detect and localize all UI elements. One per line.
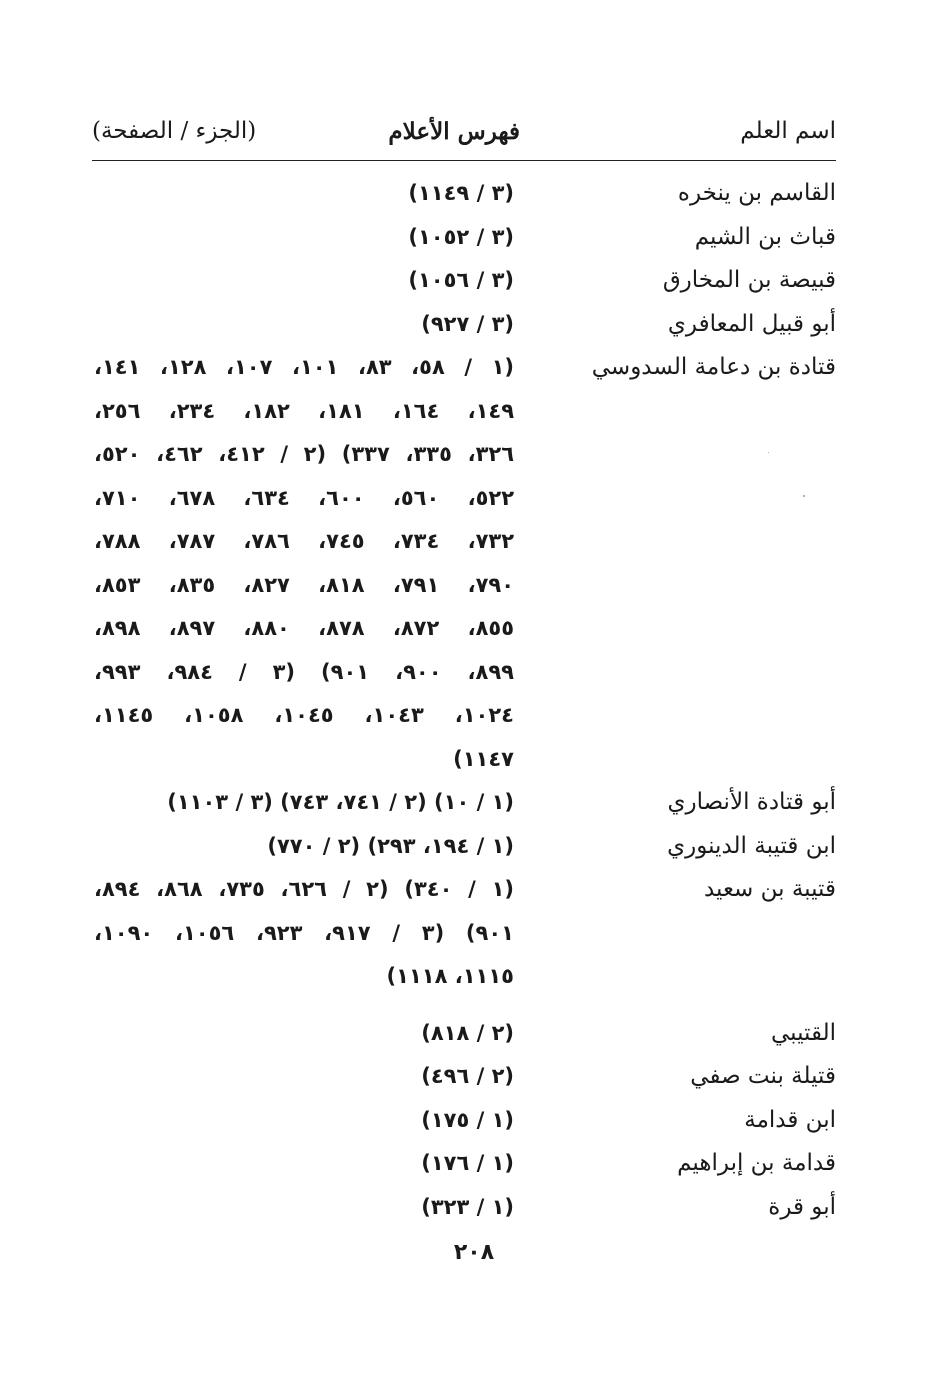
index-entry	[92, 781, 836, 825]
index-entry	[92, 1012, 836, 1056]
entry-name: قباث بن الشيم	[694, 223, 836, 250]
index-entry	[92, 1055, 836, 1099]
reference-line: (١ / ١٧٥)	[421, 1107, 514, 1132]
reference-line: (١ / ٥٨، ٨٣، ١٠١، ١٠٧، ١٢٨، ١٤١،	[94, 355, 515, 379]
index-entry	[92, 825, 836, 869]
entry-name: قتيلة بنت صفي	[690, 1063, 836, 1089]
reference-line: ١١٤٧)	[453, 746, 514, 771]
scan-speck	[768, 452, 769, 453]
index-header	[92, 118, 836, 158]
entry-references	[94, 1099, 514, 1143]
entry-references	[94, 825, 514, 869]
reference-line: (٣ / ٩٢٧)	[421, 311, 514, 336]
entry-references	[94, 303, 514, 347]
entry-references	[94, 1012, 514, 1056]
reference-line: ١١١٥، ١١١٨)	[386, 964, 514, 988]
page-number: ٢٠٨	[453, 1240, 495, 1265]
entry-references	[94, 781, 514, 825]
entry-name: ابن قدامة	[744, 1106, 836, 1133]
reference-line: (١ / ١٧٦)	[421, 1151, 514, 1175]
reference-line: ٧٣٢، ٧٣٤، ٧٤٥، ٧٨٦، ٧٨٧، ٧٨٨،	[94, 529, 515, 553]
entry-references	[94, 1186, 514, 1230]
header-name-column: اسم العلم	[740, 118, 836, 144]
reference-line: (٣ / ١٠٥٦)	[408, 268, 514, 292]
index-entry	[92, 172, 836, 216]
entry-name: القتيبي	[770, 1019, 836, 1046]
index-entries	[92, 172, 836, 1229]
reference-line: (٣ / ١٠٥٢)	[408, 224, 514, 249]
entry-name: قتادة بن دعامة السدوسي	[591, 354, 836, 380]
header-reference-column: (الجزء / الصفحة)	[92, 118, 257, 144]
entry-name: أبو قبيل المعافري	[667, 310, 836, 337]
entry-name: أبو قرة	[768, 1193, 836, 1220]
reference-line: ٨٩٩، ٩٠٠، ٩٠١) (٣ / ٩٨٤، ٩٩٣،	[94, 659, 514, 684]
index-entry	[92, 259, 836, 303]
header-title: فهرس الأعلام	[388, 118, 520, 145]
entry-name: أبو قتادة الأنصاري	[667, 789, 836, 815]
entry-references	[94, 216, 514, 260]
entry-name: ابن قتيبة الدينوري	[667, 832, 836, 859]
reference-line: ٣٢٦، ٣٣٥، ٣٣٧) (٢ / ٤١٢، ٤٦٢، ٥٢٠،	[94, 442, 515, 466]
reference-line: ٨٥٥، ٨٧٢، ٨٧٨، ٨٨٠، ٨٩٧، ٨٩٨،	[94, 616, 515, 640]
entry-name: قدامة بن إبراهيم	[677, 1150, 836, 1176]
entry-name: قتيبة بن سعيد	[703, 876, 836, 902]
index-entry	[92, 303, 836, 347]
reference-line: ١٠٢٤، ١٠٤٣، ١٠٤٥، ١٠٥٨، ١١٤٥،	[94, 703, 515, 727]
reference-line: ٩٠١) (٣ / ٩١٧، ٩٢٣، ١٠٥٦، ١٠٩٠،	[94, 920, 514, 945]
reference-line: (١ / ١٠) (٢ / ٧٤١، ٧٤٣) (٣ / ١١٠٣)	[167, 790, 514, 814]
header-rule	[92, 160, 836, 161]
entry-references	[94, 1055, 514, 1099]
reference-line: ٥٢٢، ٥٦٠، ٦٠٠، ٦٣٤، ٦٧٨، ٧١٠،	[94, 485, 515, 510]
reference-line: (١ / ١٩٤، ٢٩٣) (٢ / ٧٧٠)	[267, 833, 514, 858]
index-entry	[92, 346, 836, 781]
reference-line: (١ / ٣٤٠) (٢ / ٦٢٦، ٧٣٥، ٨٦٨، ٨٩٤،	[94, 877, 515, 901]
entry-references	[94, 259, 514, 303]
reference-line: (٢ / ٤٩٦)	[421, 1064, 514, 1088]
reference-line: (٢ / ٨١٨)	[421, 1020, 514, 1045]
index-entry	[92, 868, 836, 999]
entry-references	[94, 346, 514, 781]
entry-references	[94, 1142, 514, 1186]
reference-line: (١ / ٣٢٣)	[421, 1194, 514, 1219]
reference-line: (٣ / ١١٤٩)	[408, 181, 514, 205]
entry-name: قبيصة بن المخارق	[662, 267, 836, 293]
index-entry	[92, 1099, 836, 1143]
reference-line: ٧٩٠، ٧٩١، ٨١٨، ٨٢٧، ٨٣٥، ٨٥٣،	[94, 572, 515, 597]
scan-speck	[803, 495, 805, 497]
reference-line: ١٤٩، ١٦٤، ١٨١، ١٨٢، ٢٣٤، ٢٥٦،	[94, 398, 515, 423]
index-entry	[92, 216, 836, 260]
entry-references	[94, 868, 514, 999]
entry-name: القاسم بن ينخره	[677, 180, 836, 206]
index-entry	[92, 1142, 836, 1186]
index-entry	[92, 1186, 836, 1230]
entry-references	[94, 172, 514, 216]
